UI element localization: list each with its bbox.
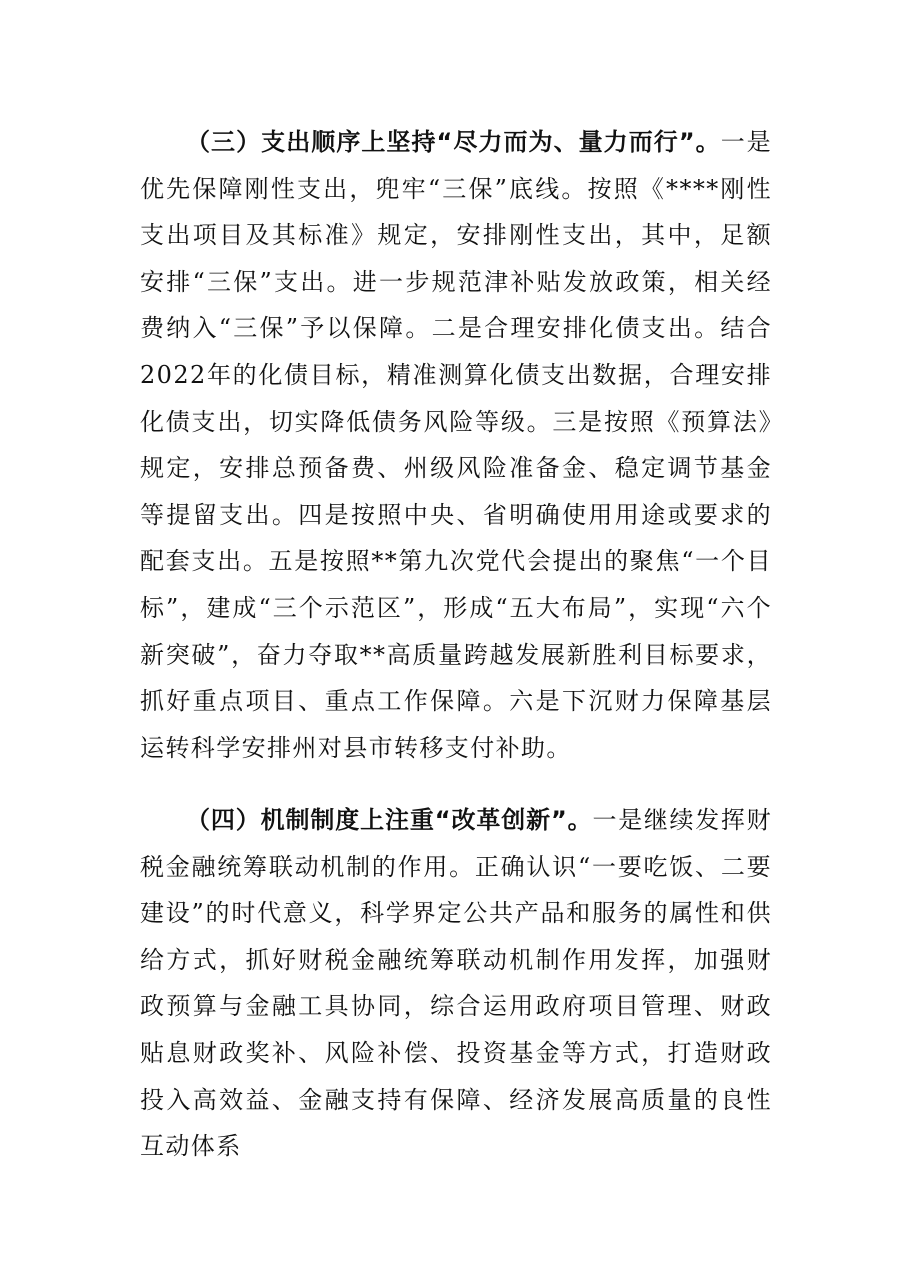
section-body-4: 一是继续发挥财税金融统筹联动机制的作用。正确认识“一要吃饭、二要建设”的时代意义，科学界定公共产品和服务的属性和供给方式，抓好财税金融统筹联动机制作用发挥，加强财政预算与金融工具协同，综合运用政府项目管理、财政贴息财政奖补、风险补偿、投资基金等方式，打造财政投入高效益、金融支持有保障、经济发展高质量的良性互动体系 xyxy=(140,806,772,1161)
section-body-3: 一是优先保障刚性支出，兜牢“三保”底线。按照《****刚性支出项目及其标准》规定，安排刚性支出，其中，足额安排“三保”支出。进一步规范津补贴发放政策，相关经费纳入“三保”予以保障。二是合理安排化债支出。结合2022年的化债目标，精准测算化债支出数据，合理安排化债支出，切实降低债务风险等级。三是按照《预算法》规定，安排总预备费、州级风险准备金、稳定调节基金等提留支出。四是按照中央、省明确使用用途或要求的配套支出。五是按照**第九次党代会提出的聚焦“一个目标”，建成“三个示范区”，形成“五大布局”，实现“六个新突破”，奋力夺取**高质量跨越发展新胜利目标要求，抓好重点项目、重点工作保障。六是下沉财力保障基层运转科学安排州对县市转移支付补助。 xyxy=(140,128,772,762)
section-heading-4: （四）机制制度上注重“改革创新”。 xyxy=(186,806,593,834)
paragraph-section-4 xyxy=(140,797,772,1170)
section-heading-3: （三）支出顺序上坚持“尽力而为、量力而行”。 xyxy=(186,128,721,156)
paragraph-section-3 xyxy=(140,119,772,771)
